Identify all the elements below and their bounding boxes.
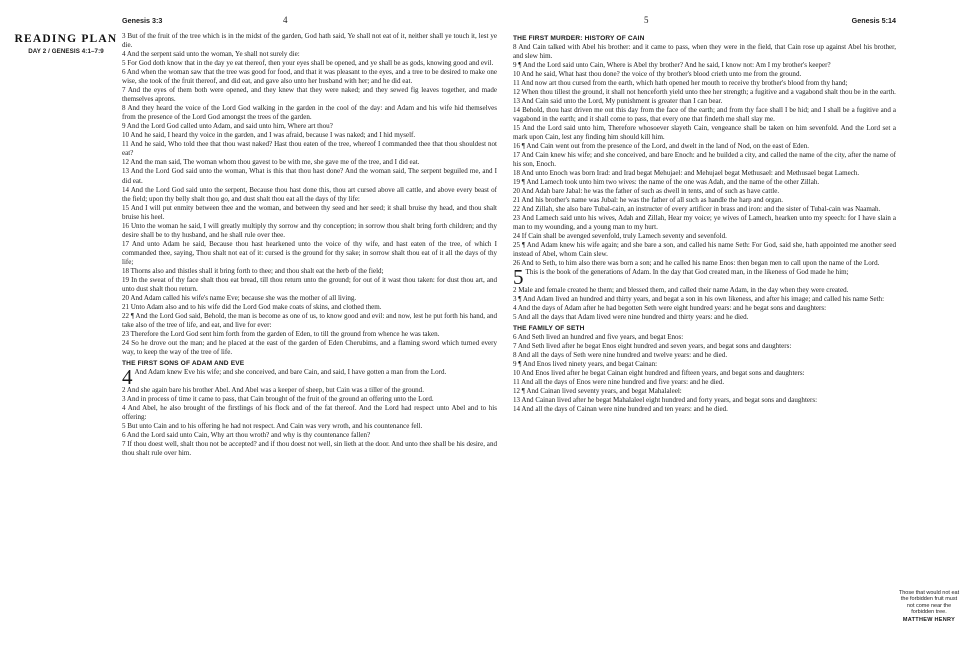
- verse: 7 If thou doest well, shalt thou not be accepted? and if thou doest not well, sin lieth at the door. And unto thee shall be his desire, and thou shalt rule over him.: [122, 439, 497, 457]
- left-header-reference: Genesis 3:3: [122, 16, 163, 25]
- side-quote: [898, 590, 960, 623]
- verse: 10 And Enos lived after he begat Cainan eight hundred and fifteen years, and begat sons and daughters:: [513, 369, 805, 378]
- quote-text: Those that would not eat the forbidden fruit must not come near the forbidden tree.: [898, 590, 960, 615]
- verse: 4 And the serpent said unto the woman, Ye shall not surely die:: [122, 50, 300, 59]
- verse: 15 And the Lord said unto him, Therefore whosoever slayeth Cain, vengeance shall be taken on him sevenfold. And the Lord set a mark upon Cain, lest any finding him should kill him.: [513, 123, 896, 141]
- chapter-number: 4: [122, 364, 133, 389]
- verse: 4 And the days of Adam after he had begotten Seth were eight hundred years: and he begat sons and daughters:: [513, 304, 827, 313]
- verse: 13 And Cainan lived after he begat Mahalaleel eight hundred and forty years, and begat sons and daughters:: [513, 396, 818, 405]
- verse: 3 ¶ And Adam lived an hundred and thirty years, and begat a son in his own likeness, and after his image; and called his name Seth:: [513, 295, 885, 304]
- verse: 2 And she again bare his brother Abel. And Abel was a keeper of sheep, but Cain was a tiller of the ground.: [122, 385, 424, 394]
- verse: 5 For God doth know that in the day ye eat thereof, then your eyes shall be opened, and ye shall be as gods, knowing good and evil.: [122, 59, 494, 68]
- verse: 2 Male and female created he them; and blessed them, and called their name Adam, in the day when they were created.: [513, 286, 849, 295]
- verse: 20 And Adah bare Jabal: he was the father of such as dwell in tents, and of such as have cattle.: [513, 187, 780, 195]
- left-page-number: 4: [283, 15, 288, 25]
- right-header-reference: Genesis 5:14: [851, 16, 896, 25]
- verse: 3 And in process of time it came to pass, that Cain brought of the fruit of the ground an offering unto the Lord.: [122, 394, 434, 403]
- reading-plan-box: [14, 33, 118, 55]
- verse: 7 And Seth lived after he begat Enos eight hundred and seven years, and begat sons and daughters:: [513, 341, 792, 350]
- right-page-number: 5: [644, 15, 649, 25]
- verse: 21 Unto Adam also and to his wife did the Lord God make coats of skins, and clothed them.: [122, 302, 382, 311]
- verse: 13 And the Lord God said unto the woman, What is this that thou hast done? And the woman said, The serpent beguiled me, and I did eat.: [122, 167, 497, 185]
- verse: 23 And Lamech said unto his wives, Adah and Zillah, Hear my voice; ye wives of Lamech, hearken unto my speech: for I have slain a man to my wounding, and a young man to my hurt.: [513, 214, 896, 232]
- verse: 4 And Abel, he also brought of the firstlings of his flock and of the fat thereof. And the Lord had respect unto Abel and to his offering:: [122, 403, 497, 421]
- verse: 9 ¶ And the Lord said unto Cain, Where is Abel thy brother? And he said, I know not: Am I my brother's keeper?: [513, 60, 831, 69]
- verse: 14 Behold, thou hast driven me out this day from the face of the earth; and from thy face shall I be hid; and I shall be a fugitive and a vagabond in the earth; and it shall come to pass, that every one that findeth me shall slay me.: [513, 105, 896, 123]
- chapter-number: 5: [513, 265, 524, 290]
- verse: 7 And the eyes of them both were opened, and they knew that they were naked; and they sewed fig leaves together, and made themselves aprons.: [122, 86, 497, 104]
- reading-plan-subtitle: DAY 2 / GENESIS 4:1–7:9: [28, 48, 104, 55]
- verse: 12 ¶ And Cainan lived seventy years, and begat Mahalaleel:: [513, 387, 682, 396]
- verse: 18 And unto Enoch was born Irad: and Irad begat Mehujael: and Mehujael begat Methusael: and Methusael begat Lamech.: [513, 168, 860, 177]
- verse: 21 And his brother's name was Jubal: he was the father of all such as handle the harp and organ.: [513, 196, 784, 205]
- left-page-column: [122, 32, 497, 458]
- reading-plan-title: READING PLAN: [14, 33, 118, 45]
- verse: 19 ¶ And Lamech took unto him two wives: the name of the one was Adah, and the name of the other Zillah.: [513, 177, 820, 186]
- chapter-start-verse: [513, 265, 896, 290]
- verse: 8 And Cain talked with Abel his brother: and it came to pass, when they were in the field, that Cain rose up against Abel his brother, and slew him.: [513, 42, 896, 60]
- verse: 8 And all the days of Seth were nine hundred and twelve years: and he died.: [513, 350, 728, 359]
- verse-text: And Adam knew Eve his wife; and she conceived, and bare Cain, and said, I have gotten a man from the Lord.: [134, 367, 447, 376]
- verse: 6 And the Lord said unto Cain, Why art thou wroth? and why is thy countenance fallen?: [122, 430, 371, 439]
- verse: 19 In the sweat of thy face shalt thou eat bread, till thou return unto the ground; for out of it wast thou taken: for dust thou art, and unto dust shalt thou return.: [122, 275, 497, 293]
- verse: 10 And he said, What hast thou done? the voice of thy brother's blood crieth unto me from the ground.: [513, 69, 802, 78]
- verse: 16 Unto the woman he said, I will greatly multiply thy sorrow and thy conception; in sorrow thou shalt bring forth children; and thy desire shall be to thy husband, and he shall rule over thee.: [122, 221, 497, 239]
- verse: 23 Therefore the Lord God sent him forth from the garden of Eden, to till the ground from whence he was taken.: [122, 330, 440, 339]
- verse: 3 But of the fruit of the tree which is in the midst of the garden, God hath said, Ye shall not eat of it, neither shall ye touch it, lest ye die.: [122, 32, 497, 50]
- verse: 18 Thorns also and thistles shall it bring forth to thee; and thou shalt eat the herb of the field;: [122, 266, 384, 275]
- verse: 24 So he drove out the man; and he placed at the east of the garden of Eden Cherubims, and a flaming sword which turned every way, to keep the way of the tree of life.: [122, 339, 497, 357]
- verse: 26 And to Seth, to him also there was born a son; and he called his name Enos: then began men to call upon the name of the Lord.: [513, 259, 880, 268]
- verse: 17 And unto Adam he said, Because thou hast hearkened unto the voice of thy wife, and hast eaten of the tree, of which I commanded thee, saying, Thou shalt not eat of it: cursed is the ground for thy sake; in sorrow shalt thou eat of it all the days of thy life;: [122, 239, 497, 266]
- right-page-header: [513, 16, 896, 28]
- verse: 8 And they heard the voice of the Lord God walking in the garden in the cool of the day: and Adam and his wife hid themselves from the presence of the Lord God amongst the trees of the garden.: [122, 104, 497, 122]
- verse: 5 And all the days that Adam lived were nine hundred and thirty years: and he died.: [513, 313, 749, 322]
- verse: 24 If Cain shall be avenged sevenfold, truly Lamech seventy and sevenfold.: [513, 232, 727, 241]
- verse: 17 And Cain knew his wife; and she conceived, and bare Enoch: and he builded a city, and called the name of the city, after the name of his son, Enoch.: [513, 150, 896, 168]
- verse: 16 ¶ And Cain went out from the presence of the Lord, and dwelt in the land of Nod, on the east of Eden.: [513, 141, 809, 150]
- verse: 9 And the Lord God called unto Adam, and said unto him, Where art thou?: [122, 122, 333, 131]
- section-heading: THE FIRST SONS OF ADAM AND EVE: [122, 359, 245, 367]
- left-page-header: [122, 16, 497, 28]
- verse: 22 And Zillah, she also bare Tubal-cain, an instructer of every artificer in brass and iron: and the sister of Tubal-cain was Naamah.: [513, 205, 881, 214]
- verse: 13 And Cain said unto the Lord, My punishment is greater than I can bear.: [513, 96, 723, 105]
- verse: 11 And all the days of Enos were nine hundred and five years: and he died.: [513, 378, 725, 387]
- right-page-column: [513, 32, 896, 414]
- verse: 5 But unto Cain and to his offering he had not respect. And Cain was very wroth, and his countenance fell.: [122, 421, 423, 430]
- verse: 25 ¶ And Adam knew his wife again; and she bare a son, and called his name Seth: For God, said she, hath appointed me another seed instead of Abel, whom Cain slew.: [513, 241, 896, 259]
- quote-author: MATTHEW HENRY: [902, 617, 956, 624]
- verse: 6 And when the woman saw that the tree was good for food, and that it was pleasant to the eyes, and a tree to be desired to make one wise, she took of the fruit thereof, and did eat, and gave also unto her husband with her; and he did eat.: [122, 68, 497, 86]
- verse: 15 And I will put enmity between thee and the woman, and between thy seed and her seed; it shall bruise thy head, and thou shalt bruise his heel.: [122, 203, 497, 221]
- section-heading: THE FAMILY OF SETH: [513, 324, 585, 332]
- verse: 10 And he said, I heard thy voice in the garden, and I was afraid, because I was naked; and I hid myself.: [122, 131, 416, 140]
- verse: 22 ¶ And the Lord God said, Behold, the man is become as one of us, to know good and evil: and now, lest he put forth his hand, and take also of the tree of life, and eat, and live for ever:: [122, 311, 497, 329]
- verse: 11 And he said, Who told thee that thou wast naked? Hast thou eaten of the tree, whereof I commanded thee that thou shouldest not eat?: [122, 140, 497, 158]
- verse: 9 ¶ And Enos lived ninety years, and begat Cainan:: [513, 360, 658, 368]
- section-heading: THE FIRST MURDER: HISTORY OF CAIN: [513, 34, 645, 42]
- verse: 14 And the Lord God said unto the serpent, Because thou hast done this, thou art cursed above all cattle, and above every beast of the field; upon thy belly shalt thou go, and dust shalt thou eat all the days of thy life:: [122, 185, 497, 203]
- verse: 12 And the man said, The woman whom thou gavest to be with me, she gave me of the tree, and I did eat.: [122, 158, 420, 167]
- verse: 6 And Seth lived an hundred and five years, and begat Enos:: [513, 332, 684, 341]
- verse-text: This is the book of the generations of Adam. In the day that God created man, in the likeness of God made he him;: [525, 268, 849, 277]
- chapter-start-verse: [122, 364, 497, 389]
- verse: 14 And all the days of Cainan were nine hundred and ten years: and he died.: [513, 405, 728, 414]
- verse: 20 And Adam called his wife's name Eve; because she was the mother of all living.: [122, 293, 357, 302]
- verse: 11 And now art thou cursed from the earth, which hath opened her mouth to receive thy brother's blood from thy hand;: [513, 78, 848, 87]
- verse: 12 When thou tillest the ground, it shall not henceforth yield unto thee her strength; a fugitive and a vagabond shalt thou be in the earth.: [513, 87, 896, 96]
